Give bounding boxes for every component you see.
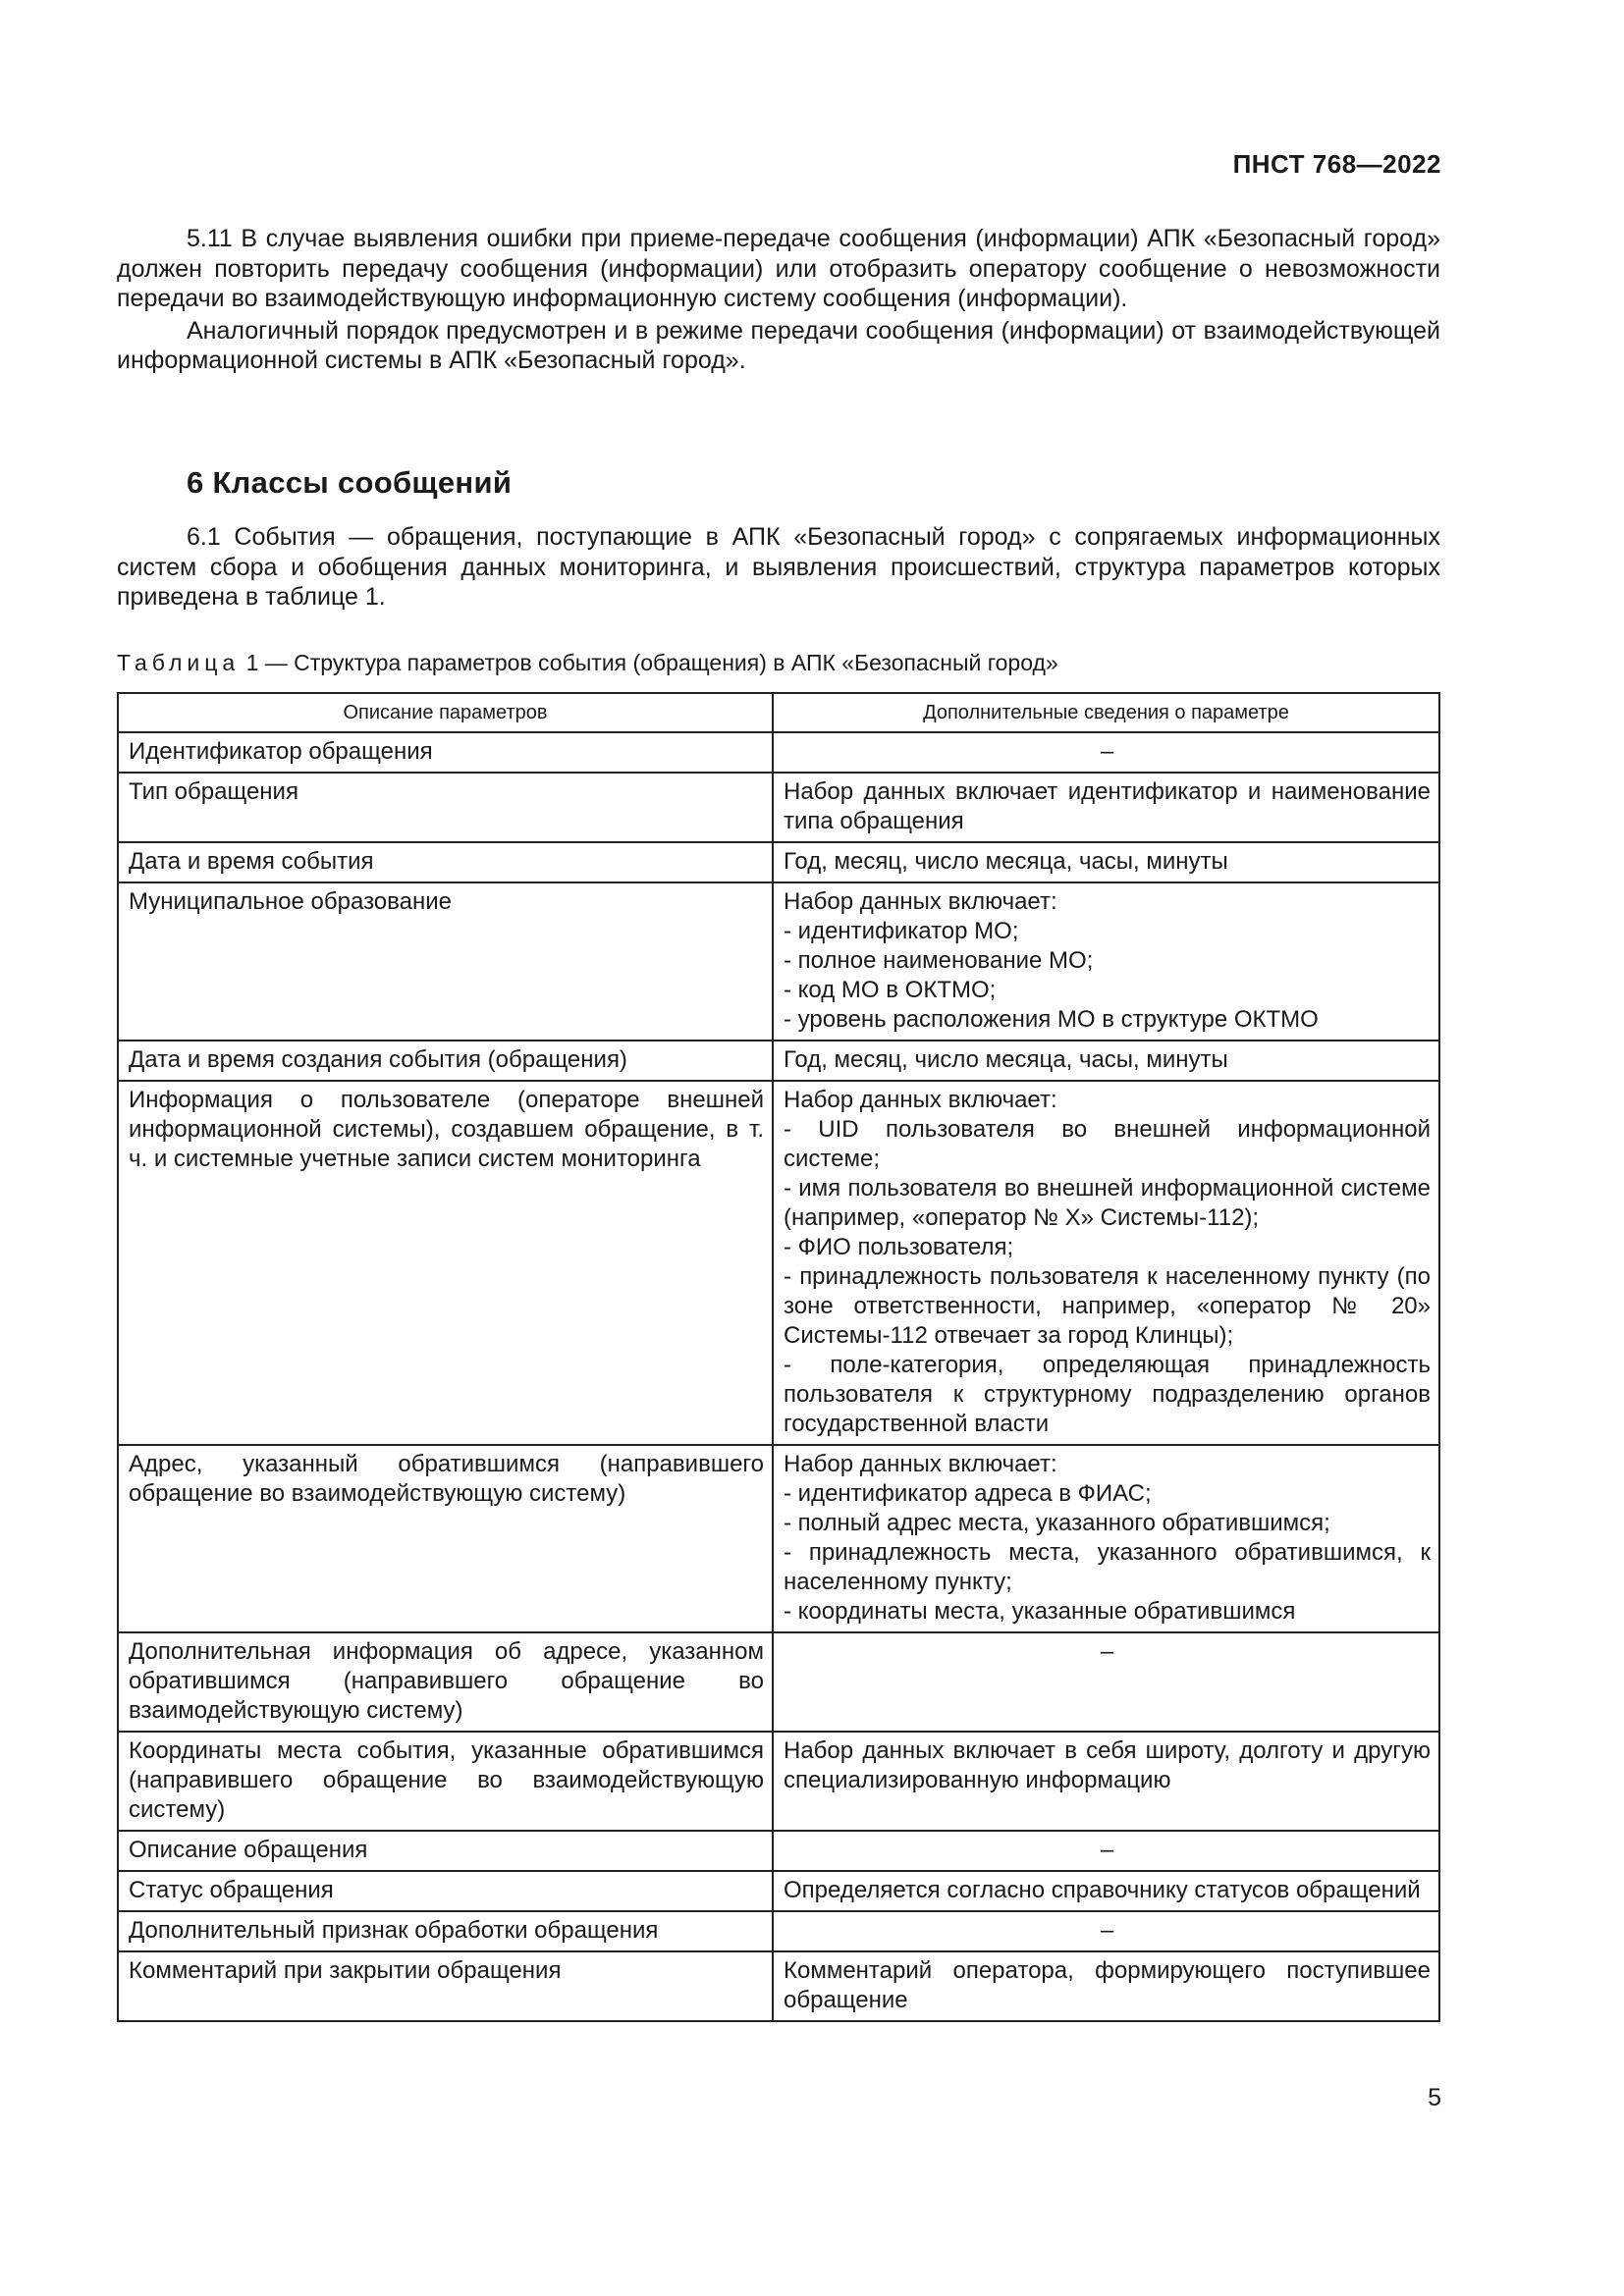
info-line: - имя пользователя во внешней информационной системе (например, «оператор № X» Системы-112);: [784, 1175, 1431, 1231]
table-row: [118, 1951, 1439, 2021]
row-info: [773, 1081, 1439, 1445]
info-line: - идентификатор МО;: [784, 918, 1019, 944]
table-row: [118, 1041, 1439, 1081]
table-row: [118, 1732, 1439, 1831]
page-number: 5: [1428, 2084, 1441, 2111]
info-line: Набор данных включает:: [784, 1087, 1057, 1113]
row-parameter: Комментарий при закрытии обращения: [118, 1951, 773, 2021]
row-parameter: Адрес, указанный обратившимся (направившего обращение во взаимодействующую систему): [118, 1445, 773, 1632]
row-info: Год, месяц, число месяца, часы, минуты: [773, 1041, 1439, 1081]
table-row: [118, 732, 1439, 773]
row-parameter: Статус обращения: [118, 1871, 773, 1911]
table-row: [118, 1632, 1439, 1732]
info-line: - код МО в ОКТМО;: [784, 977, 997, 1003]
row-info: –: [773, 1831, 1439, 1871]
row-info: Набор данных включает в себя широту, долготу и другую специализированную информацию: [773, 1732, 1439, 1831]
table-row: [118, 1081, 1439, 1445]
row-info: –: [773, 732, 1439, 773]
info-line: - поле-категория, определяющая принадлежность пользователя к структурному подразделению органов государственной власти: [784, 1352, 1431, 1437]
row-info: –: [773, 1632, 1439, 1732]
info-line: - полный адрес места, указанного обратившимся;: [784, 1510, 1330, 1536]
header-parameter-description: Описание параметров: [118, 693, 773, 732]
table-row: [118, 882, 1439, 1041]
table-row: [118, 1911, 1439, 1951]
table-row: [118, 1871, 1439, 1911]
table-caption: [117, 650, 1440, 676]
header-additional-info: Дополнительные сведения о параметре: [773, 693, 1439, 732]
row-parameter: Дата и время создания события (обращения): [118, 1041, 773, 1081]
paragraph-5-11: 5.11 В случае выявления ошибки при приеме-передаче сообщения (информации) АПК «Безопасный город» должен повторить передачу сообщения (информации) или отобразить оператору сообщение о невозможности передачи во взаимодействующую информационную систему сообщения (информации).: [117, 225, 1440, 312]
row-info: Комментарий оператора, формирующего поступившее обращение: [773, 1951, 1439, 2021]
info-line: - полное наименование МО;: [784, 947, 1094, 974]
table-caption-label: Таблица: [117, 650, 241, 675]
table-header-row: [118, 693, 1439, 732]
document-code: ПНСТ 768—2022: [1232, 149, 1441, 179]
paragraph-6-1-block: [117, 522, 1440, 613]
row-info: Год, месяц, число месяца, часы, минуты: [773, 842, 1439, 882]
table-row: [118, 842, 1439, 882]
row-info: Определяется согласно справочнику статусов обращений: [773, 1871, 1439, 1911]
info-line: - UID пользователя во внешней информационной системе;: [784, 1116, 1431, 1172]
table-row: [118, 1831, 1439, 1871]
row-parameter: Дата и время события: [118, 842, 773, 882]
table-row: [118, 773, 1439, 842]
row-parameter: Координаты места события, указанные обратившимся (направившего обращение во взаимодействующую систему): [118, 1732, 773, 1831]
row-parameter: Идентификатор обращения: [118, 732, 773, 773]
row-parameter: Описание обращения: [118, 1831, 773, 1871]
row-info: Набор данных включает идентификатор и наименование типа обращения: [773, 773, 1439, 842]
info-line: Набор данных включает:: [784, 888, 1057, 915]
info-line: - координаты места, указанные обратившимся: [784, 1598, 1296, 1625]
info-line: - идентификатор адреса в ФИАС;: [784, 1480, 1152, 1507]
info-line: - уровень расположения МО в структуре ОКТМО: [784, 1006, 1319, 1033]
row-info: –: [773, 1911, 1439, 1951]
row-parameter: Муниципальное образование: [118, 882, 773, 1041]
table-row: [118, 1445, 1439, 1632]
info-line: Набор данных включает:: [784, 1451, 1057, 1477]
row-info: [773, 1445, 1439, 1632]
row-parameter: Тип обращения: [118, 773, 773, 842]
row-info: [773, 882, 1439, 1041]
section-title: 6 Классы сообщений: [187, 465, 513, 500]
section-heading-block: [117, 465, 1440, 501]
paragraph-6-1: 6.1 События — обращения, поступающие в АПК «Безопасный город» с сопрягаемых информационных систем сбора и обобщения данных мониторинга, и выявления происшествий, структура параметров которых приведена в таблице 1.: [117, 523, 1440, 611]
row-parameter: Дополнительный признак обработки обращения: [118, 1911, 773, 1951]
info-line: - принадлежность места, указанного обратившимся, к населенному пункту;: [784, 1539, 1431, 1595]
row-parameter: Информация о пользователе (операторе внешней информационной системы), создавшем обращение, в т. ч. и системные учетные записи систем мониторинга: [118, 1081, 773, 1445]
info-line: - ФИО пользователя;: [784, 1234, 1014, 1260]
table-caption-text: 1 — Структура параметров события (обращения) в АПК «Безопасный город»: [245, 650, 1058, 675]
row-parameter: Дополнительная информация об адресе, указанном обратившимся (направившего обращение во взаимодействующую систему): [118, 1632, 773, 1732]
parameters-table: [117, 692, 1440, 2022]
paragraph-5-11-block: [117, 224, 1440, 376]
paragraph-same-order: Аналогичный порядок предусмотрен и в режиме передачи сообщения (информации) от взаимодействующей информационной системы в АПК «Безопасный город».: [117, 316, 1440, 374]
info-line: - принадлежность пользователя к населенному пункту (по зоне ответственности, например, «оператор № 20» Системы-112 отвечает за город Клинцы);: [784, 1263, 1431, 1349]
